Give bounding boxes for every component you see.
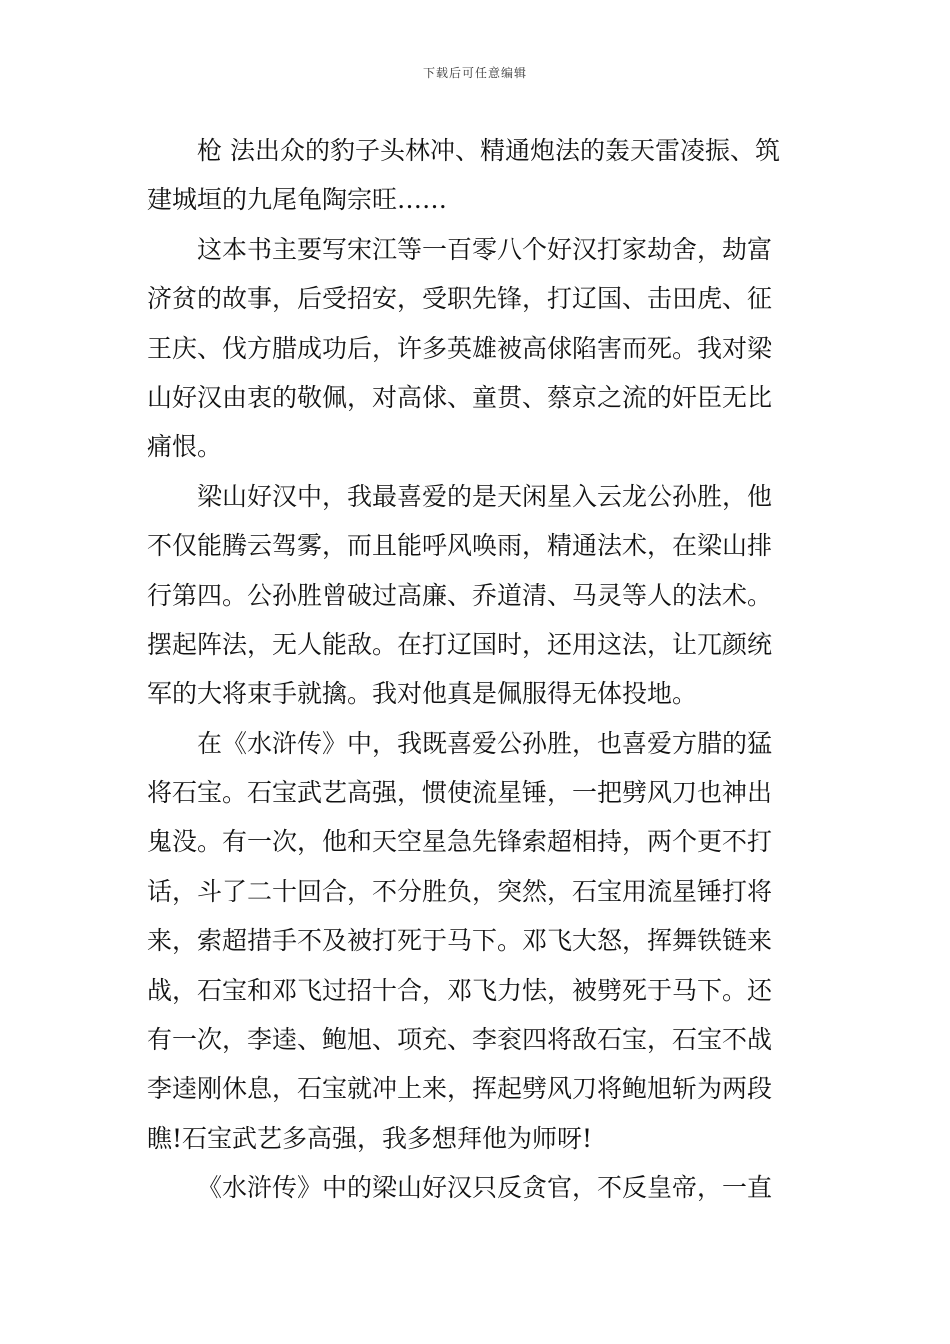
text-line: 鬼没。有一次，他和天空星急先锋索超相持，两个更不打 xyxy=(147,827,773,857)
text-line: 在《水浒传》中，我既喜爱公孙胜，也喜爱方腊的猛 xyxy=(197,728,773,758)
text-line: 战，石宝和邓飞过招十合，邓飞力怯，被劈死于马下。还 xyxy=(147,975,773,1005)
text-line: 不仅能腾云驾雾，而且能呼风唤雨，精通法术，在梁山排 xyxy=(147,531,773,561)
text-line: 话，斗了二十回合，不分胜负，突然，石宝用流星锤打将 xyxy=(147,876,773,906)
text-line: 痛恨。 xyxy=(147,432,223,462)
text-line: 济贫的故事，后受招安，受职先锋，打辽国、击田虎、征 xyxy=(147,284,773,314)
page-header: 下载后可任意编辑 xyxy=(422,66,527,80)
text-line: 行第四。公孙胜曾破过高廉、乔道清、马灵等人的法术。 xyxy=(147,580,773,610)
text-line: 来，索超措手不及被打死于马下。邓飞大怒，挥舞铁链来 xyxy=(147,926,773,956)
text-line: 王庆、伐方腊成功后，许多英雄被高俅陷害而死。我对梁 xyxy=(147,333,773,363)
text-line: 建城垣的九尾龟陶宗旺…… xyxy=(147,185,448,215)
text-line: 枪 法出众的豹子头林冲、精通炮法的轰天雷凌振、筑 xyxy=(197,136,780,165)
body-text xyxy=(147,126,811,1213)
text-line: 摆起阵法，无人能敌。在打辽国时，还用这法，让兀颜统 xyxy=(147,629,773,659)
text-line: 梁山好汉中，我最喜爱的是天闲星入云龙公孙胜，他 xyxy=(197,481,773,511)
text-line: 军的大将束手就擒。我对他真是佩服得无体投地。 xyxy=(147,679,698,709)
text-line: 将石宝。石宝武艺高强，惯使流星锤，一把劈风刀也神出 xyxy=(147,778,773,808)
text-line: 山好汉由衷的敬佩，对高俅、童贯、蔡京之流的奸臣无比 xyxy=(147,382,773,412)
text-line: 有一次，李逵、鲍旭、项充、李衮四将敌石宝，石宝不战 xyxy=(147,1025,773,1055)
text-line: 李逵刚休息，石宝就冲上来，挥起劈风刀将鲍旭斩为两段 xyxy=(147,1074,773,1104)
text-line: 这本书主要写宋江等一百零八个好汉打家劫舍，劫富 xyxy=(197,234,773,264)
text-line: 瞧!石宝武艺多高强，我多想拜他为师呀! xyxy=(147,1123,593,1153)
text-line: 《水浒传》中的梁山好汉只反贪官，不反皇帝，一直 xyxy=(197,1173,773,1203)
